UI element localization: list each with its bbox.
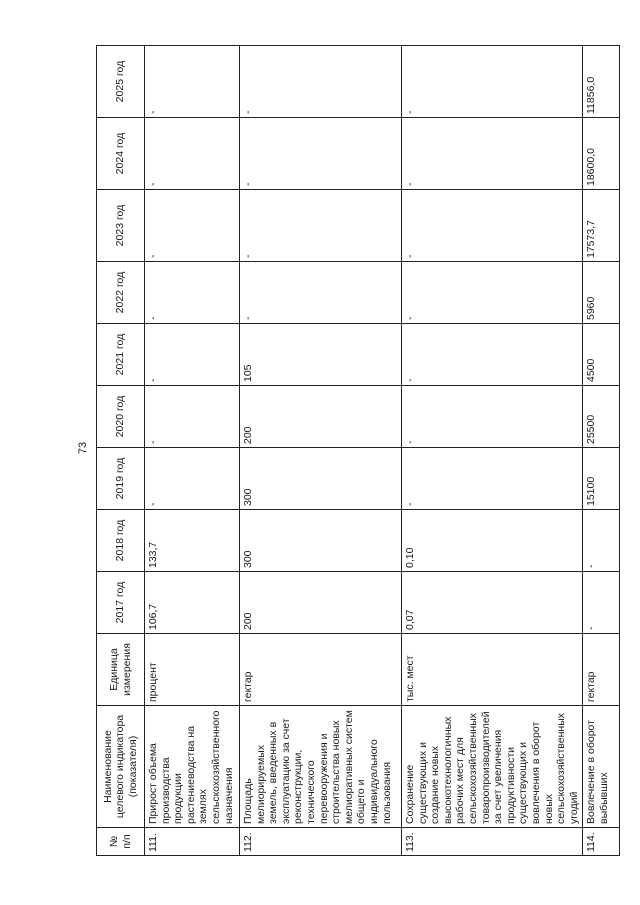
cell-number: 114.: [583, 828, 620, 856]
cell-2018: 300: [240, 510, 402, 572]
cell-2018: -: [583, 510, 620, 572]
cell-2017: -: [583, 572, 620, 634]
cell-indicator: Площадь мелиорируемых земель, введенных в эксплуатацию за счет реконструкции, технического перевооружения и строительства новых мелиоративных систем общего и индивидуального пользования: [240, 706, 402, 828]
cell-2017: 0,07: [402, 572, 583, 634]
cell-2025: -: [145, 46, 240, 118]
cell-2021: -: [145, 324, 240, 386]
table-row: [240, 46, 402, 856]
header-2021: 2021 год: [97, 324, 145, 386]
header-2022: 2022 год: [97, 262, 145, 324]
header-2018: 2018 год: [97, 510, 145, 572]
table-header-row: [97, 46, 145, 856]
cell-2024: -: [240, 118, 402, 190]
header-unit: Единица измерения: [97, 634, 145, 706]
header-number: № п/п: [97, 828, 145, 856]
cell-indicator: Вовлечение в оборот выбывших: [583, 706, 620, 828]
cell-2020: 25500: [583, 386, 620, 448]
cell-unit: гектар: [240, 634, 402, 706]
cell-2018: 133,7: [145, 510, 240, 572]
cell-2022: -: [240, 262, 402, 324]
rotated-table-container: [96, 46, 610, 856]
cell-2023: -: [240, 190, 402, 262]
cell-unit: тыс. мест: [402, 634, 583, 706]
cell-number: 111.: [145, 828, 240, 856]
cell-2019: -: [402, 448, 583, 510]
cell-2017: 106,7: [145, 572, 240, 634]
header-2023: 2023 год: [97, 190, 145, 262]
cell-2020: -: [402, 386, 583, 448]
cell-2020: 200: [240, 386, 402, 448]
cell-2024: -: [145, 118, 240, 190]
header-2020: 2020 год: [97, 386, 145, 448]
cell-2017: 200: [240, 572, 402, 634]
cell-2024: -: [402, 118, 583, 190]
cell-number: 112.: [240, 828, 402, 856]
header-2019: 2019 год: [97, 448, 145, 510]
cell-2020: -: [145, 386, 240, 448]
cell-2021: -: [402, 324, 583, 386]
cell-2019: -: [145, 448, 240, 510]
cell-2021: 105: [240, 324, 402, 386]
cell-indicator: Прирост объема производства продукции растениеводства на землях сельскохозяйственного назначения: [145, 706, 240, 828]
cell-2025: -: [240, 46, 402, 118]
cell-2021: 4500: [583, 324, 620, 386]
cell-2022: 5960: [583, 262, 620, 324]
cell-2023: 17573,7: [583, 190, 620, 262]
cell-2019: 300: [240, 448, 402, 510]
cell-number: 113.: [402, 828, 583, 856]
cell-unit: гектар: [583, 634, 620, 706]
header-2017: 2017 год: [97, 572, 145, 634]
cell-unit: процент: [145, 634, 240, 706]
cell-2022: -: [402, 262, 583, 324]
cell-2019: 15100: [583, 448, 620, 510]
cell-2022: -: [145, 262, 240, 324]
header-2025: 2025 год: [97, 46, 145, 118]
table-row: [402, 46, 583, 856]
page-number: 73: [77, 441, 89, 455]
table-row: [145, 46, 240, 856]
header-indicator: Наименование целевого индикатора (показателя): [97, 706, 145, 828]
cell-indicator: Сохранение существующих и создание новых высокотехнологичных рабочих мест для сельскохозяйственных товаропроизводителей за счет увеличения продуктивности существующих и вовлечения в оборот новых сельскохозяйственных угодий: [402, 706, 583, 828]
cell-2023: -: [402, 190, 583, 262]
header-2024: 2024 год: [97, 118, 145, 190]
cell-2025: -: [402, 46, 583, 118]
indicators-table: [96, 45, 620, 856]
cell-2025: 11856,0: [583, 46, 620, 118]
cell-2018: 0,10: [402, 510, 583, 572]
table-row: [583, 46, 620, 856]
cell-2024: 18600,0: [583, 118, 620, 190]
cell-2023: -: [145, 190, 240, 262]
